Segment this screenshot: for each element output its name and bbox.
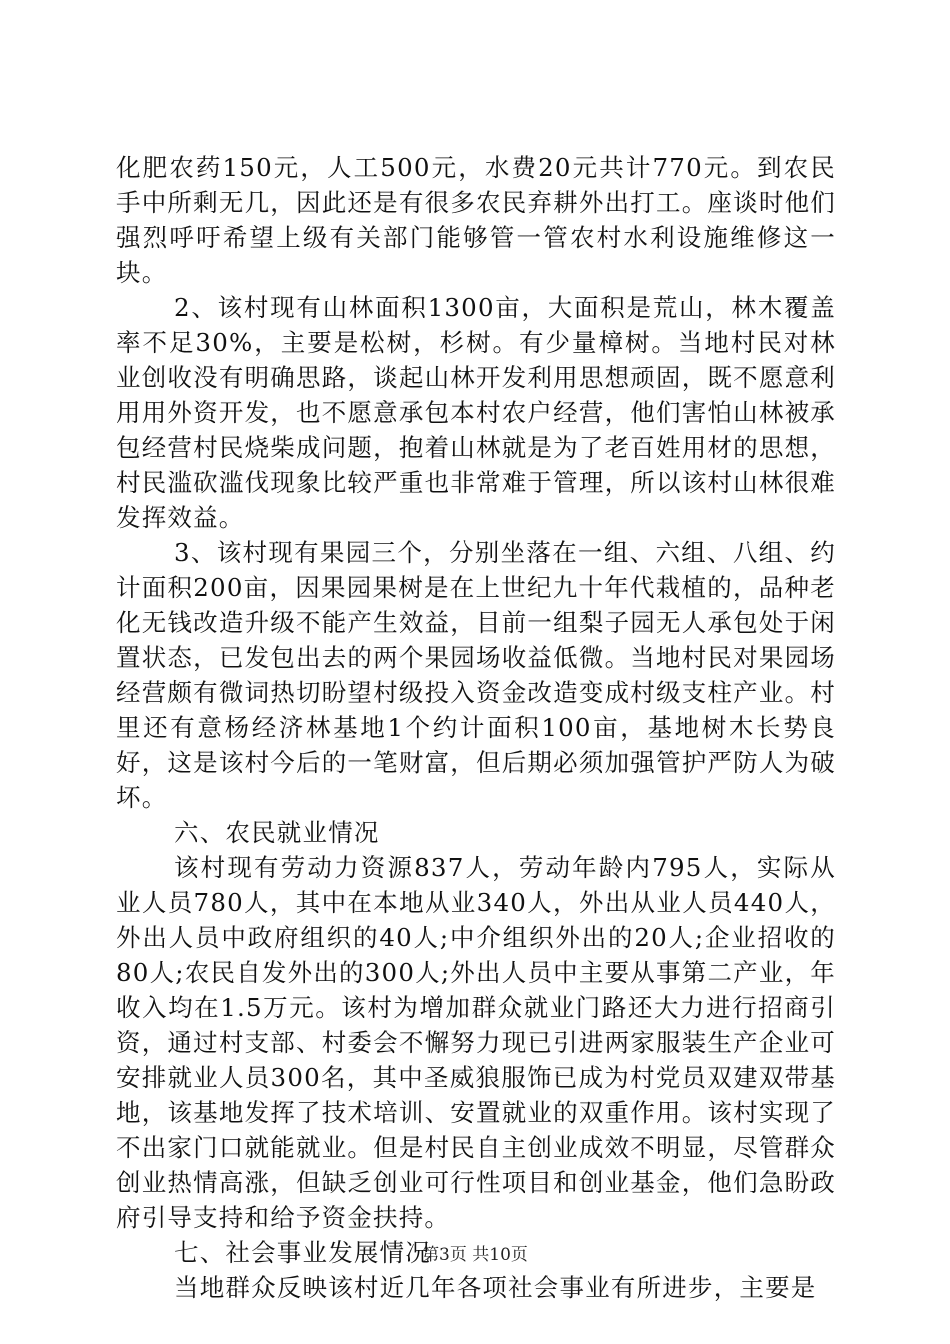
page-footer [0,1240,950,1265]
page-number-label: 第3页 共10页 [422,1245,528,1265]
paragraph-forest-land: 2、该村现有山林面积1300亩，大面积是荒山，林木覆盖率不足30%，主要是松树，杉树。有少量樟树。当地村民对林业创收没有明确思路，谈起山林开发利用思想顽固，既不愿意利用用外资开发，也不愿意承包本村农户经营，他们害怕山林被承包经营村民烧柴成问题，抱着山林就是为了老百姓用材的思想，村民滥砍滥伐现象比较严重也非常难于管理，所以该村山林很难发挥效益。 [116,293,836,532]
paragraph-orchards: 3、该村现有果园三个，分别坐落在一组、六组、八组、约计面积200亩，因果园果树是在上世纪九十年代栽植的，品种老化无钱改造升级不能产生效益，目前一组梨子园无人承包处于闲置状态，已发包出去的两个果园场收益低微。当地村民对果园场经营颇有微词热切盼望村级投入资金改造变成村级支柱产业。村里还有意杨经济林基地1个约计面积100亩，基地树木长势良好，这是该村今后的一笔财富，但后期必须加强管护严防人为破坏。 [116,538,836,812]
paragraph-employment: 该村现有劳动力资源837人，劳动年龄内795人，实际从业人员780人，其中在本地从业340人，外出从业人员440人，外出人员中政府组织的40人;中介组织外出的20人;企业招收的80人;农民自发外出的300人;外出人员中主要从事第二产业，年收入均在1.5万元。该村为增加群众就业门路还大力进行招商引资，通过村支部、村委会不懈努力现已引进两家服装生产企业可安排就业人员300名，其中圣威狼服饰已成为村党员双建双带基地，该基地发挥了技术培训、安置就业的双重作用。该村实现了不出家门口就能就业。但是村民自主创业成效不明显，尽管群众创业热情高涨，但缺乏创业可行性项目和创业基金，他们急盼政府引导支持和给予资金扶持。 [116,853,836,1232]
document-body [116,150,836,1305]
paragraph-social-affairs: 当地群众反映该村近几年各项社会事业有所进步，主要是 [174,1273,817,1302]
paragraph-fertilizer-cost: 化肥农药150元，人工500元，水费20元共计770元。到农民手中所剩无几，因此还是有很多农民弃耕外出打工。座谈时他们强烈呼吁希望上级有关部门能够管一管农村水利设施维修这一块。 [116,153,836,287]
section-heading-social-affairs: 七、社会事业发展情况 [174,1238,431,1267]
section-heading-employment: 六、农民就业情况 [174,818,380,847]
